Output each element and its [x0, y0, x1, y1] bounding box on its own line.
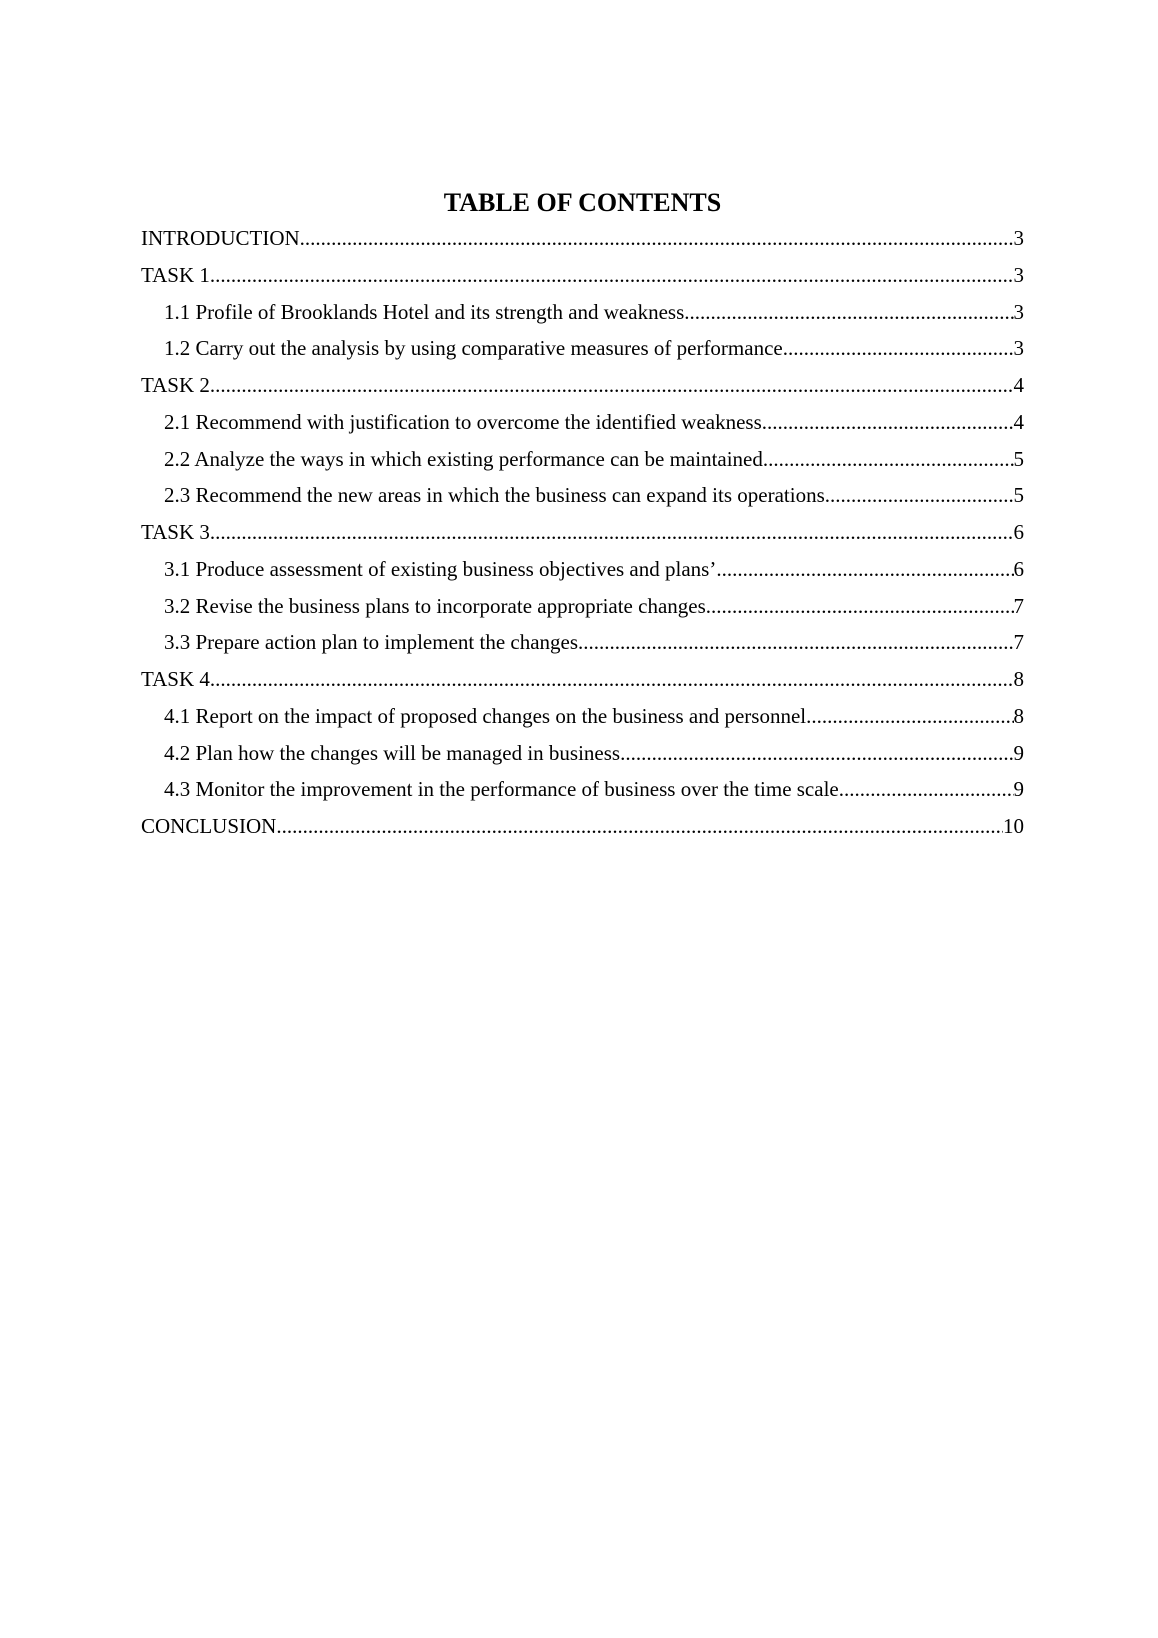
toc-entry-label: TASK 1 [141, 262, 210, 287]
toc-entry-label: 3.3 Prepare action plan to implement the changes [164, 630, 579, 655]
toc-page-number: 5 [1013, 483, 1024, 508]
toc-entry[interactable] [141, 771, 1024, 808]
toc-page-number: 3 [1013, 299, 1024, 324]
toc-entry-label: 4.3 Monitor the improvement in the performance of business over the time scale [164, 777, 839, 802]
toc-dot-leader [210, 514, 1014, 551]
toc-dot-leader [806, 698, 1013, 735]
toc-entry[interactable] [141, 367, 1024, 404]
toc-dot-leader [578, 624, 1013, 661]
toc-entry[interactable] [141, 514, 1024, 551]
toc-dot-leader [706, 588, 1014, 625]
toc-dot-leader [210, 661, 1014, 698]
toc-entry-label: TASK 4 [141, 667, 210, 691]
toc-entry-label: 1.1 Profile of Brooklands Hotel and its strength and weakness [164, 299, 685, 324]
toc-dot-leader [210, 257, 1014, 294]
toc-entry[interactable] [141, 257, 1024, 294]
toc-entry-label: 2.3 Recommend the new areas in which the business can expand its operations [164, 483, 825, 508]
toc-entry-label: TASK 2 [141, 373, 210, 397]
toc-entry-label: 4.1 Report on the impact of proposed changes on the business and personnel [164, 703, 807, 728]
toc-page-number: 7 [1013, 630, 1024, 655]
toc-page-number: 6 [1013, 556, 1024, 581]
toc-page-number: 8 [1013, 667, 1024, 691]
toc-dot-leader [684, 294, 1013, 331]
toc-page-number: 4 [1013, 409, 1024, 434]
toc-page-number: 9 [1013, 740, 1024, 765]
toc-page-number: 10 [1003, 814, 1024, 838]
toc-page-number: 6 [1013, 520, 1024, 544]
toc-dot-leader [620, 735, 1013, 772]
table-of-contents [141, 186, 1024, 845]
toc-entry[interactable] [141, 294, 1024, 331]
toc-page-number: 3 [1013, 226, 1024, 250]
toc-entry-label: 1.2 Carry out the analysis by using comparative measures of performance [164, 336, 783, 361]
toc-title: TABLE OF CONTENTS [443, 188, 722, 217]
toc-list [141, 220, 1024, 845]
toc-page-number: 8 [1013, 703, 1024, 728]
toc-dot-leader [716, 551, 1013, 588]
toc-dot-leader [276, 808, 1003, 845]
toc-entry[interactable] [141, 624, 1024, 661]
toc-entry-label: 2.1 Recommend with justification to overcome the identified weakness [164, 409, 762, 434]
toc-page-number: 5 [1013, 446, 1024, 471]
toc-entry-label: TASK 3 [141, 520, 210, 544]
toc-dot-leader [839, 771, 1014, 808]
toc-entry-label: CONCLUSION [141, 814, 277, 838]
toc-dot-leader [210, 367, 1014, 404]
toc-page-number: 3 [1013, 336, 1024, 361]
toc-entry[interactable] [141, 588, 1024, 625]
toc-entry[interactable] [141, 735, 1024, 772]
toc-entry-label: INTRODUCTION [141, 226, 300, 250]
toc-entry[interactable] [141, 477, 1024, 514]
toc-entry[interactable] [141, 808, 1024, 845]
toc-entry[interactable] [141, 404, 1024, 441]
toc-dot-leader [783, 330, 1014, 367]
toc-entry[interactable] [141, 220, 1024, 257]
toc-dot-leader [762, 404, 1014, 441]
toc-dot-leader [300, 220, 1014, 257]
toc-entry-label: 4.2 Plan how the changes will be managed in business [164, 740, 621, 765]
toc-entry[interactable] [141, 698, 1024, 735]
toc-entry-label: 3.2 Revise the business plans to incorporate appropriate changes [164, 593, 706, 618]
toc-entry[interactable] [141, 551, 1024, 588]
toc-entry[interactable] [141, 330, 1024, 367]
toc-entry-label: 3.1 Produce assessment of existing business objectives and plans’ [164, 556, 717, 581]
toc-page-number: 9 [1013, 777, 1024, 802]
toc-page-number: 7 [1013, 593, 1024, 618]
toc-page-number: 4 [1013, 373, 1024, 397]
toc-entry[interactable] [141, 661, 1024, 698]
toc-dot-leader [763, 441, 1014, 478]
toc-page-number: 3 [1013, 262, 1024, 287]
toc-entry[interactable] [141, 441, 1024, 478]
toc-dot-leader [825, 477, 1014, 514]
toc-entry-label: 2.2 Analyze the ways in which existing performance can be maintained [164, 446, 763, 471]
